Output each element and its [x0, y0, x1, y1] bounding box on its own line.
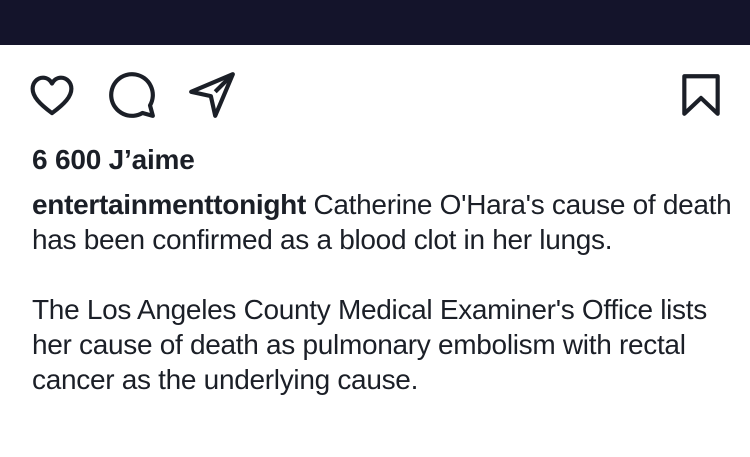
- post-caption: [32, 187, 732, 397]
- caption-paragraph-1: [32, 187, 732, 257]
- like-button[interactable]: [27, 70, 77, 120]
- paper-plane-icon: [187, 70, 237, 120]
- share-button[interactable]: [187, 70, 237, 120]
- likes-count[interactable]: 6 600 J’aime: [32, 144, 195, 175]
- save-button[interactable]: [676, 70, 726, 120]
- caption-text: Catherine O'Hara's cause of death has been confirmed as a blood clot in her lungs.: [32, 189, 732, 255]
- author-username-link[interactable]: entertainmenttonight: [32, 189, 306, 220]
- comment-bubble-icon: [107, 70, 157, 120]
- heart-icon: [27, 70, 77, 120]
- post-photo-bottom-edge: [0, 0, 750, 45]
- caption-paragraph-2: The Los Angeles County Medical Examiner's Office lists her cause of death as pulmonary embolism with rectal cancer as the underlying cause.: [32, 294, 707, 395]
- comment-button[interactable]: [107, 70, 157, 120]
- post-actions-row: [0, 45, 750, 120]
- bookmark-icon: [676, 70, 726, 120]
